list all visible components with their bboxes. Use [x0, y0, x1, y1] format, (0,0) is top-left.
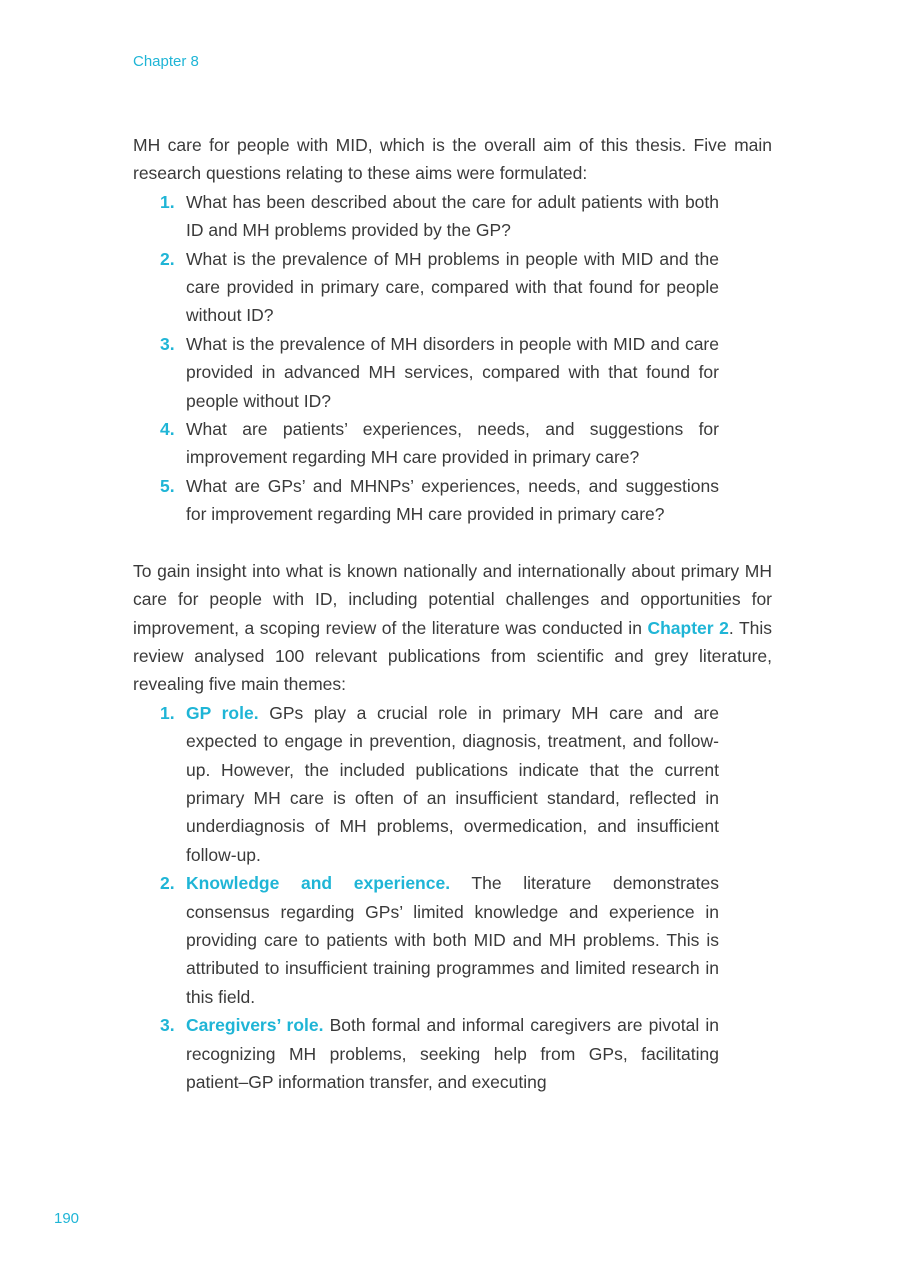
list-item: [160, 330, 719, 415]
list-number: 2.: [160, 873, 175, 894]
list-item: [160, 1011, 719, 1096]
body-text: [133, 131, 772, 1096]
running-head: Chapter 8: [133, 53, 199, 70]
list-number: 3.: [160, 333, 175, 354]
list-item: [160, 472, 719, 529]
research-questions-list: [133, 188, 719, 529]
list-number: 1.: [160, 702, 175, 723]
review-text-before: To gain insight into what is known nationally and internationally about primary MH care for people with ID, including potential challenges and opportunities for improvement, a scoping review of the literature was conducted in: [133, 560, 772, 638]
theme-term: Knowledge and experience.: [186, 873, 451, 894]
review-paragraph: [133, 557, 772, 699]
list-item-text: What is the prevalence of MH problems in people with MID and the care provided in primary care, compared with that found for people without ID?: [186, 248, 719, 326]
paragraph-gap: [133, 529, 772, 557]
themes-list: [133, 699, 719, 1097]
list-item-text: What has been described about the care for adult patients with both ID and MH problems provided by the GP?: [186, 191, 719, 241]
review-text-after: . This review analysed 100 relevant publications from scientific and grey literature, revealing five main themes:: [133, 617, 772, 695]
intro-paragraph: MH care for people with MID, which is the overall aim of this thesis. Five main research questions relating to these aims were formulated:: [133, 135, 772, 184]
list-number: 5.: [160, 475, 175, 496]
list-number: 4.: [160, 419, 175, 440]
list-item: [160, 699, 719, 869]
theme-term: GP role.: [186, 702, 259, 723]
list-number: 2.: [160, 248, 175, 269]
list-item-text: What are patients’ experiences, needs, and suggestions for improvement regarding MH care provided in primary care?: [186, 419, 719, 468]
theme-term: Caregivers’ role.: [186, 1015, 324, 1036]
page-number: 190: [54, 1210, 80, 1227]
list-number: 1.: [160, 191, 175, 212]
chapter-reference: Chapter 2: [647, 617, 729, 638]
list-item: [160, 415, 719, 472]
list-item: [160, 869, 719, 1011]
list-item-text: The literature demonstrates consensus regarding GPs’ limited knowledge and experience in providing care to patients with both MID and MH problems. This is attributed to insufficient training programmes and limited research in this field.: [186, 873, 719, 1007]
list-number: 3.: [160, 1015, 175, 1036]
list-item-text: What are GPs’ and MHNPs’ experiences, needs, and suggestions for improvement regarding MH care provided in primary care?: [186, 475, 719, 525]
list-item: [160, 188, 719, 245]
list-item-text: Both formal and informal caregivers are pivotal in recognizing MH problems, seeking help from GPs, facilitating patient–GP information transfer, and executing: [186, 1015, 719, 1092]
list-item: [160, 245, 719, 330]
list-item-text: What is the prevalence of MH disorders in people with MID and care provided in advanced MH services, compared with that found for people without ID?: [186, 333, 719, 411]
list-item-text: GPs play a crucial role in primary MH care and are expected to engage in prevention, diagnosis, treatment, and follow-up. However, the included publications indicate that the current primary MH care is often of an insufficient standard, reflected in underdiagnosis of MH problems, overmedication, and insufficient follow-up.: [186, 702, 719, 865]
